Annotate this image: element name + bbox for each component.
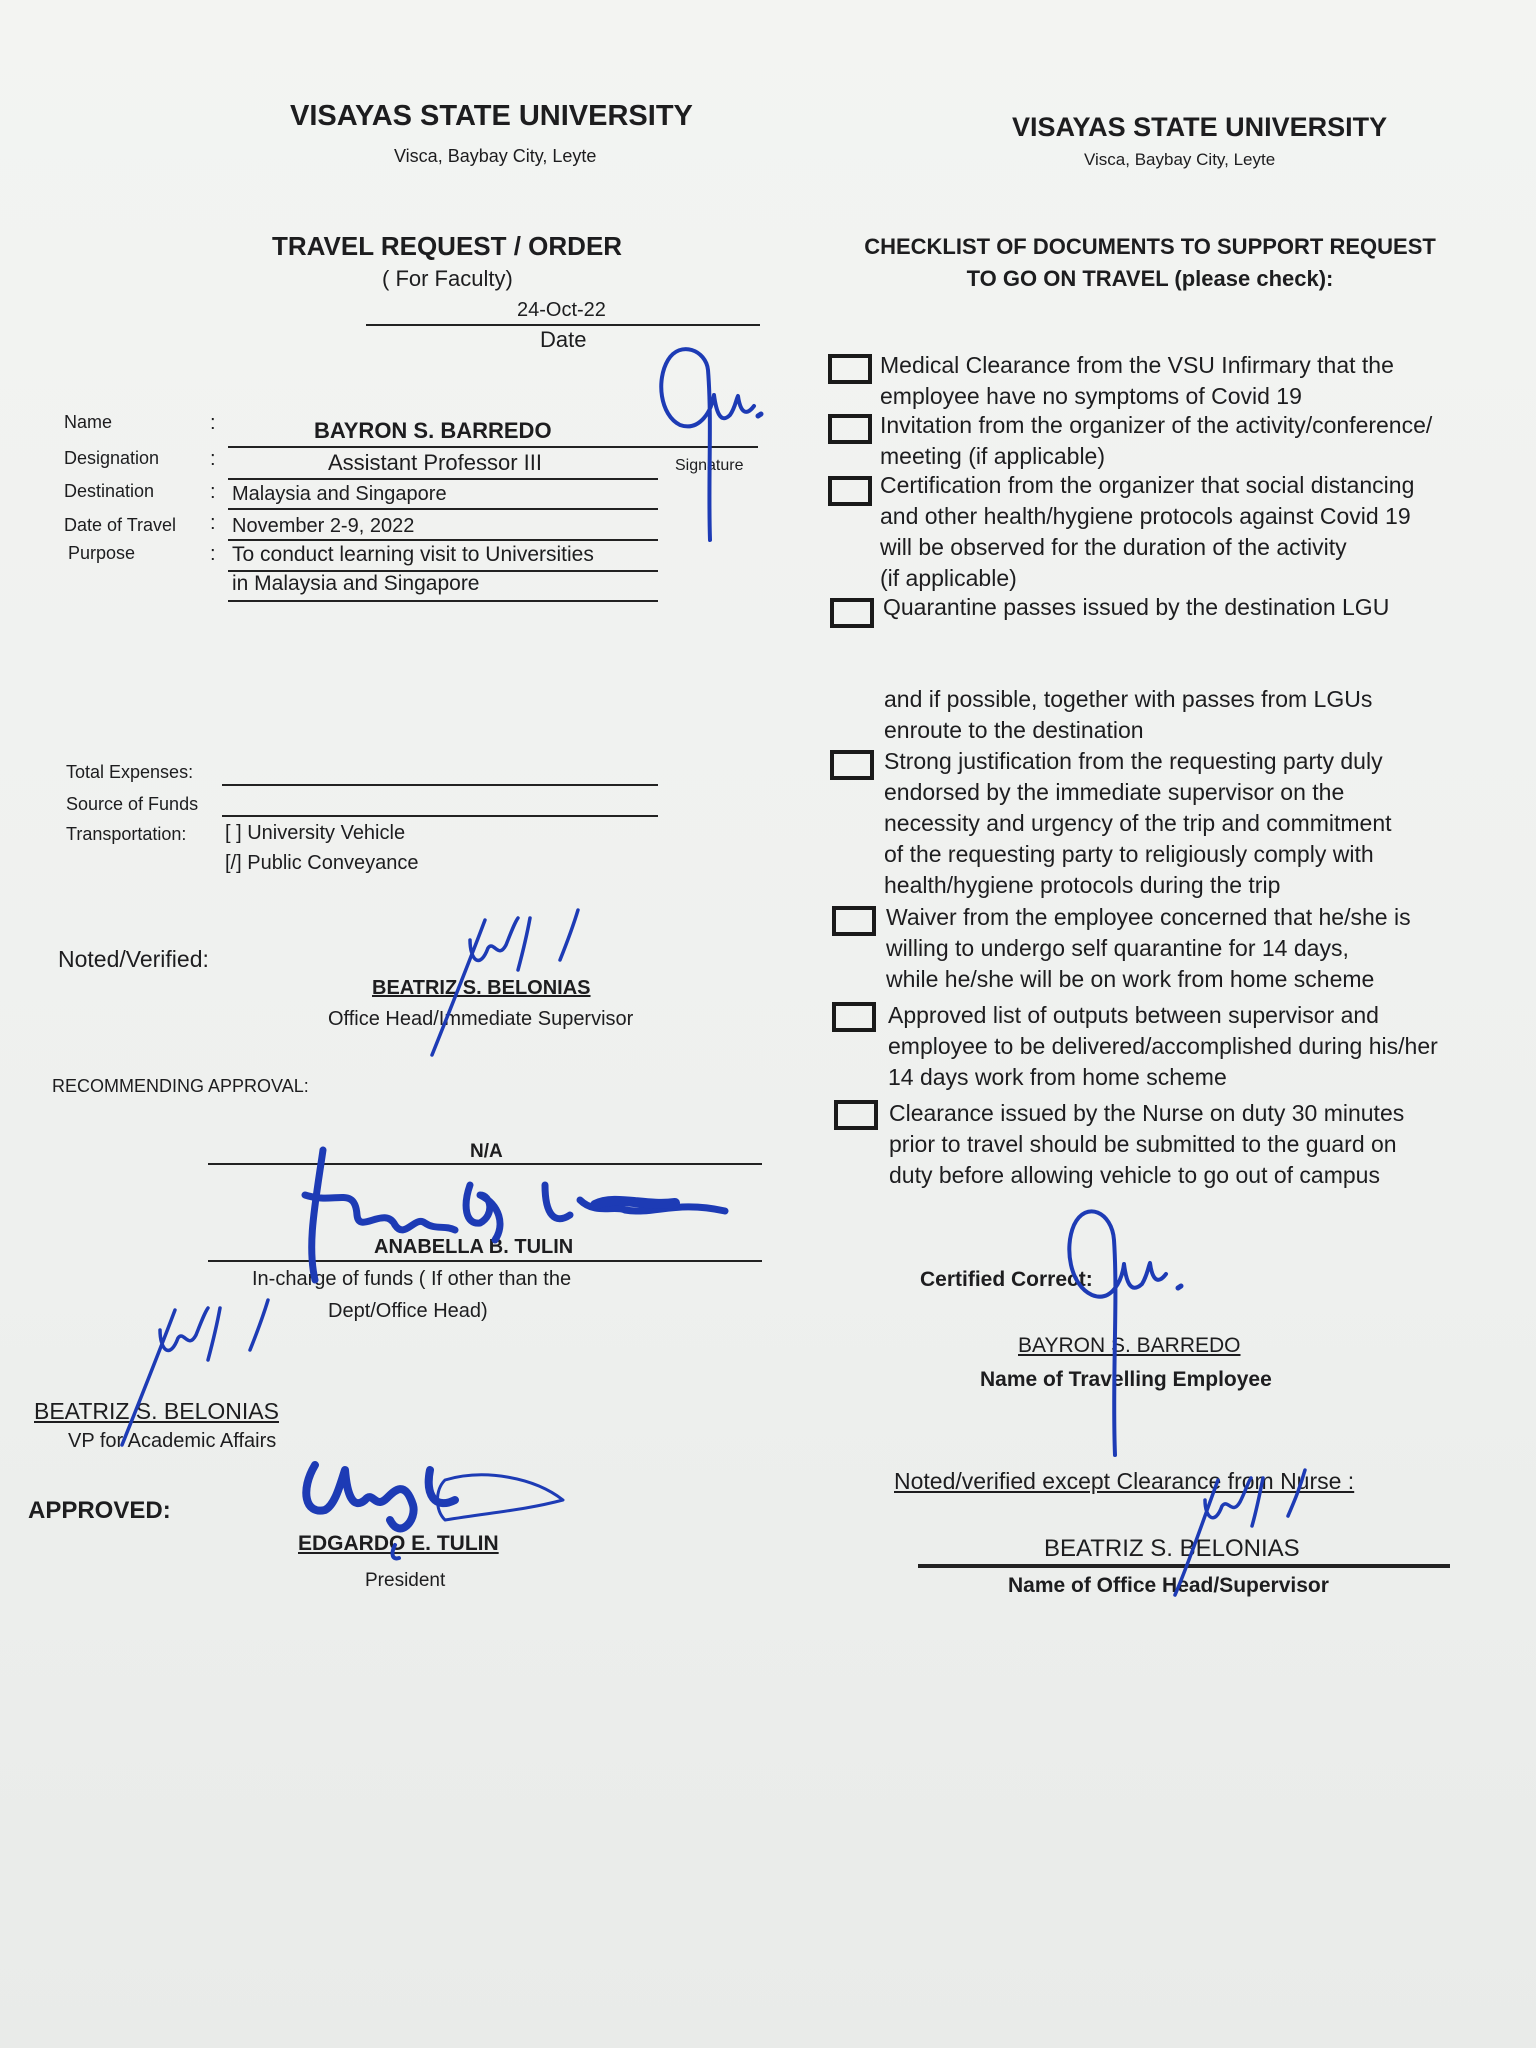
vp-signature bbox=[120, 1290, 300, 1450]
form-subtitle: ( For Faculty) bbox=[382, 266, 513, 291]
checklist-item-waiver: Waiver from the employee concerned that he/she is willing to undergo self quarantine for 14 days, while he/she will be on work from home scheme bbox=[886, 904, 1411, 992]
source-of-funds-label: Source of Funds bbox=[66, 794, 199, 814]
date-of-travel-line bbox=[228, 539, 658, 541]
purpose-label: Purpose bbox=[68, 543, 136, 563]
colon: : bbox=[210, 412, 216, 434]
checklist-checkbox[interactable] bbox=[830, 598, 874, 628]
approved-label: APPROVED: bbox=[28, 1497, 171, 1524]
supervisor-name: BEATRIZ S. BELONIAS bbox=[1044, 1535, 1300, 1562]
purpose-value-line1: To conduct learning visit to Universities bbox=[232, 543, 594, 566]
designation-label: Designation bbox=[64, 448, 160, 468]
funds-title-line2: Dept/Office Head) bbox=[328, 1300, 488, 1322]
transportation-label: Transportation: bbox=[66, 824, 187, 844]
checklist-item-nurse-clearance: Clearance issued by the Nurse on duty 30 minutes prior to travel should be submitted to the guard on duty before allowing vehicle to go out of campus bbox=[889, 1100, 1405, 1188]
colon: : bbox=[210, 448, 216, 470]
funds-title-line1: In-charge of funds ( If other than the bbox=[252, 1268, 572, 1290]
employee-title: Name of Travelling Employee bbox=[980, 1368, 1272, 1391]
transport-option-university-vehicle: [ ] University Vehicle bbox=[225, 822, 406, 844]
checklist-checkbox[interactable] bbox=[828, 414, 872, 444]
destination-line bbox=[228, 508, 658, 510]
noted-signature bbox=[430, 900, 610, 1060]
purpose-line2 bbox=[228, 600, 658, 602]
checklist-item-strong-justification: Strong justification from the requesting party duly endorsed by the immediate supervisor on the necessity and urgency of the trip and commitment of the requesting party to religiously comply with health/hygiene protocols during the trip bbox=[884, 748, 1392, 898]
total-expenses-line bbox=[222, 784, 658, 786]
noted-title: Office Head/Immediate Supervisor bbox=[328, 1008, 634, 1030]
designation-value: Assistant Professor III bbox=[328, 450, 542, 475]
name-label: Name bbox=[64, 412, 113, 432]
signature-label: Signature bbox=[675, 457, 744, 474]
checklist-item-certification: Certification from the organizer that social distancing and other health/hygiene protocols against Covid 19 will be observed for the duration of the activity (if applicable) bbox=[880, 472, 1415, 591]
colon: : bbox=[210, 512, 216, 534]
funds-name: ANABELLA B. TULIN bbox=[374, 1236, 574, 1258]
vp-name: BEATRIZ S. BELONIAS bbox=[34, 1398, 279, 1424]
checklist-item-approved-list: Approved list of outputs between supervisor and employee to be delivered/accomplished during his/her 14 days work from home scheme bbox=[888, 1002, 1438, 1090]
right-university-title: VISAYAS STATE UNIVERSITY bbox=[1012, 112, 1388, 142]
form-title: TRAVEL REQUEST / ORDER bbox=[272, 231, 623, 261]
left-university-title: VISAYAS STATE UNIVERSITY bbox=[290, 100, 693, 132]
checklist-title-line2: TO GO ON TRAVEL (please check): bbox=[966, 266, 1334, 291]
checklist-item-medical-clearance: Medical Clearance from the VSU Infirmary that the employee have no symptoms of Covid 19 bbox=[880, 352, 1394, 409]
designation-line bbox=[228, 478, 658, 480]
president-title: President bbox=[365, 1570, 446, 1591]
purpose-value-line2: in Malaysia and Singapore bbox=[232, 572, 480, 595]
noted-except-label: Noted/verified except Clearance from Nurse : bbox=[894, 1468, 1355, 1494]
name-value: BAYRON S. BARREDO bbox=[314, 418, 552, 443]
colon: : bbox=[210, 543, 216, 565]
noted-name: BEATRIZ S. BELONIAS bbox=[372, 977, 591, 999]
checklist-checkbox[interactable] bbox=[834, 1100, 878, 1130]
na-value: N/A bbox=[470, 1141, 503, 1162]
noted-verified-label: Noted/Verified: bbox=[58, 946, 209, 972]
date-of-travel-value: November 2-9, 2022 bbox=[232, 515, 415, 537]
date-of-travel-label: Date of Travel bbox=[64, 515, 177, 535]
supervisor-title: Name of Office Head/Supervisor bbox=[1008, 1574, 1329, 1597]
requester-signature bbox=[650, 340, 770, 550]
date-line bbox=[366, 324, 760, 326]
vp-title: VP for Academic Affairs bbox=[68, 1430, 277, 1452]
transport-option-public-conveyance: [/] Public Conveyance bbox=[225, 852, 419, 874]
date-label: Date bbox=[540, 327, 587, 352]
president-signature bbox=[295, 1450, 575, 1565]
employee-name: BAYRON S. BARREDO bbox=[1018, 1334, 1241, 1357]
checklist-item-quarantine-passes: Quarantine passes issued by the destination LGU bbox=[883, 594, 1390, 620]
colon: : bbox=[210, 481, 216, 503]
certified-correct-label: Certified Correct: bbox=[920, 1268, 1093, 1291]
checklist-title-line1: CHECKLIST OF DOCUMENTS TO SUPPORT REQUEST bbox=[864, 234, 1436, 259]
destination-label: Destination bbox=[64, 481, 155, 501]
employee-signature bbox=[1060, 1200, 1200, 1460]
checklist-checkbox[interactable] bbox=[828, 354, 872, 384]
left-address: Visca, Baybay City, Leyte bbox=[394, 146, 597, 166]
checklist-item-invitation: Invitation from the organizer of the activity/conference/ meeting (if applicable) bbox=[880, 412, 1433, 469]
date-value: 24-Oct-22 bbox=[517, 299, 606, 321]
checklist-continuation: and if possible, together with passes from LGUs enroute to the destination bbox=[884, 686, 1373, 743]
funds-signature bbox=[295, 1145, 735, 1285]
total-expenses-label: Total Expenses: bbox=[66, 762, 194, 782]
checklist-checkbox[interactable] bbox=[832, 1002, 876, 1032]
checklist-checkbox[interactable] bbox=[830, 750, 874, 780]
checklist-checkbox[interactable] bbox=[828, 476, 872, 506]
checklist-checkbox[interactable] bbox=[832, 906, 876, 936]
supervisor-signature bbox=[1170, 1460, 1330, 1600]
president-name: EDGARDO E. TULIN bbox=[298, 1532, 499, 1555]
right-address: Visca, Baybay City, Leyte bbox=[1084, 150, 1276, 169]
source-of-funds-line bbox=[222, 815, 658, 817]
destination-value: Malaysia and Singapore bbox=[232, 483, 447, 505]
recommending-approval-label: RECOMMENDING APPROVAL: bbox=[52, 1076, 309, 1096]
